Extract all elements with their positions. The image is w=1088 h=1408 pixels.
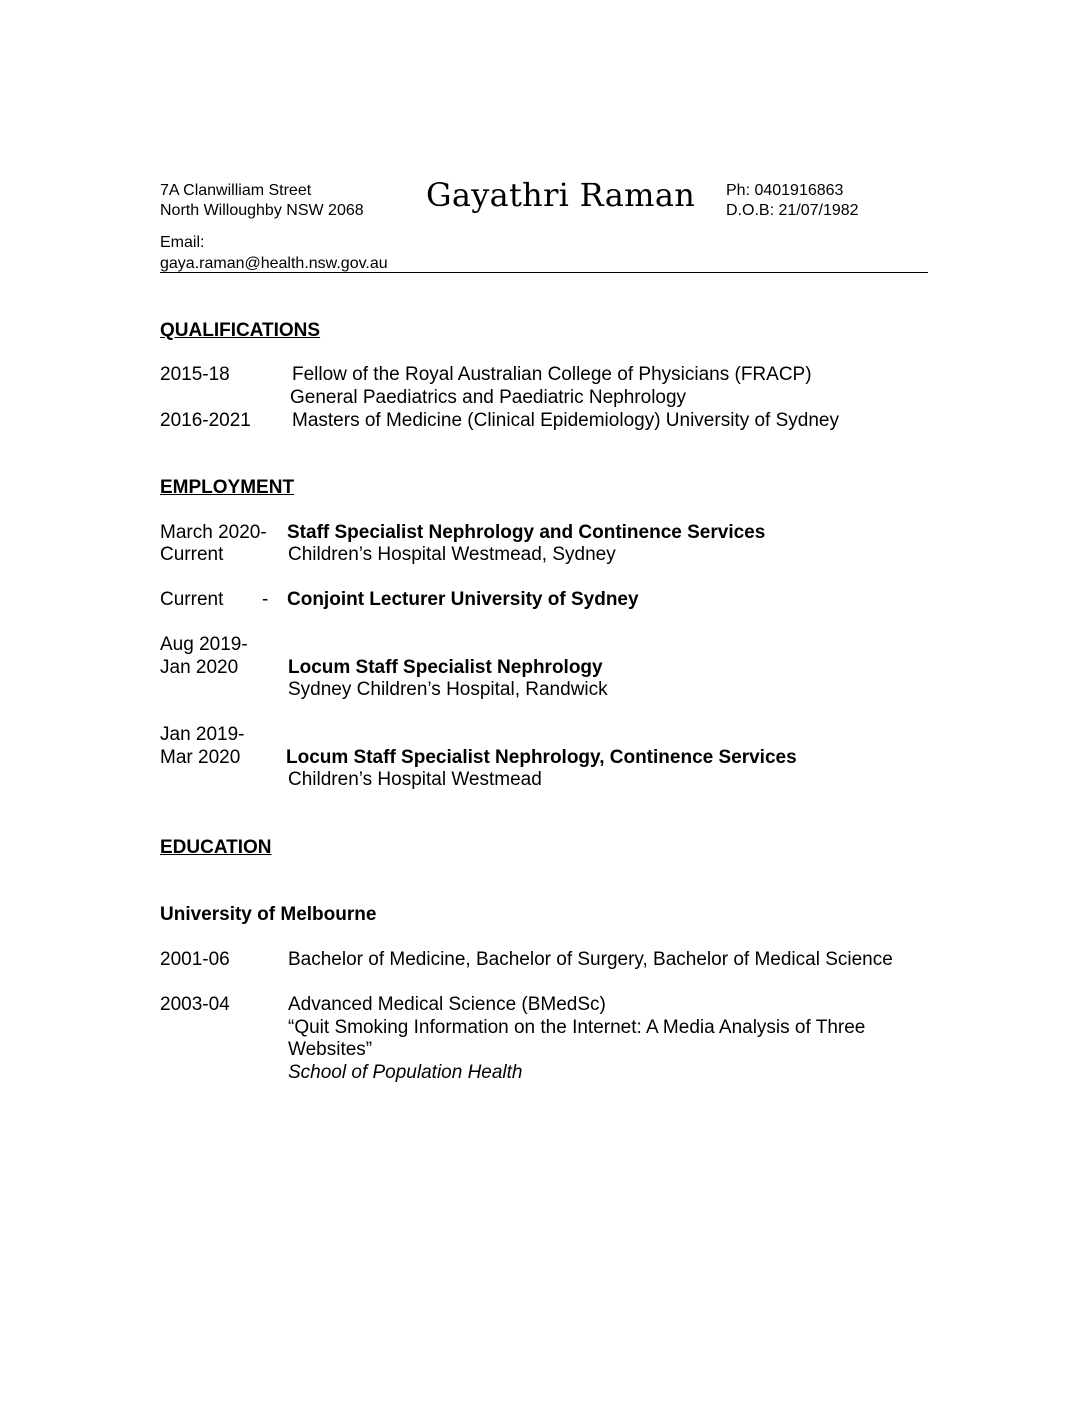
education-years: 2003-04 [160, 994, 230, 1015]
employment-date-end: Current [160, 544, 224, 565]
employment-place: Children’s Hospital Westmead, Sydney [288, 544, 616, 565]
thesis-title: “Quit Smoking Information on the Internet: A Media Analysis of Three [288, 1017, 866, 1038]
employment-title: Locum Staff Specialist Nephrology [288, 657, 603, 678]
education-years: 2001-06 [160, 949, 230, 970]
page-title: Gayathri Raman [426, 176, 696, 214]
qualifications-heading: QUALIFICATIONS [160, 320, 321, 341]
employment-date-start: March 2020- [160, 522, 267, 543]
education-institution: University of Melbourne [160, 904, 377, 925]
education-degree: Advanced Medical Science (BMedSc) [288, 994, 606, 1015]
phone-number: Ph: 0401916863 [726, 182, 844, 199]
employment-date-start: Current [160, 589, 224, 610]
employment-title: Staff Specialist Nephrology and Continence Services [287, 522, 766, 543]
employment-dash: - [262, 589, 269, 610]
address-line-2: North Willoughby NSW 2068 [160, 202, 364, 219]
employment-place: Sydney Children’s Hospital, Randwick [288, 679, 608, 700]
education-school: School of Population Health [288, 1062, 523, 1083]
qualification-detail: General Paediatrics and Paediatric Nephrology [290, 387, 687, 408]
qualification-title: Fellow of the Royal Australian College of Physicians (FRACP) [292, 364, 812, 385]
employment-date-end: Mar 2020 [160, 747, 241, 768]
thesis-title-continued: Websites” [288, 1039, 373, 1060]
qualification-years: 2016-2021 [160, 410, 251, 431]
education-degree: Bachelor of Medicine, Bachelor of Surgery, Bachelor of Medical Science [288, 949, 893, 970]
employment-heading: EMPLOYMENT [160, 477, 295, 498]
employment-title: Conjoint Lecturer University of Sydney [287, 589, 639, 610]
employment-date-start: Jan 2019- [160, 724, 245, 745]
employment-date-start: Aug 2019- [160, 634, 248, 655]
qualification-title: Masters of Medicine (Clinical Epidemiology) University of Sydney [292, 410, 839, 431]
education-heading: EDUCATION [160, 837, 272, 858]
employment-place: Children’s Hospital Westmead [288, 769, 542, 790]
email-label: Email: [160, 234, 205, 251]
date-of-birth: D.O.B: 21/07/1982 [726, 202, 859, 219]
employment-title: Locum Staff Specialist Nephrology, Continence Services [286, 747, 797, 768]
header-divider [160, 272, 928, 273]
employment-date-end: Jan 2020 [160, 657, 239, 678]
email-address[interactable]: gaya.raman@health.nsw.gov.au [160, 255, 388, 272]
address-line-1: 7A Clanwilliam Street [160, 182, 312, 199]
qualification-years: 2015-18 [160, 364, 230, 385]
